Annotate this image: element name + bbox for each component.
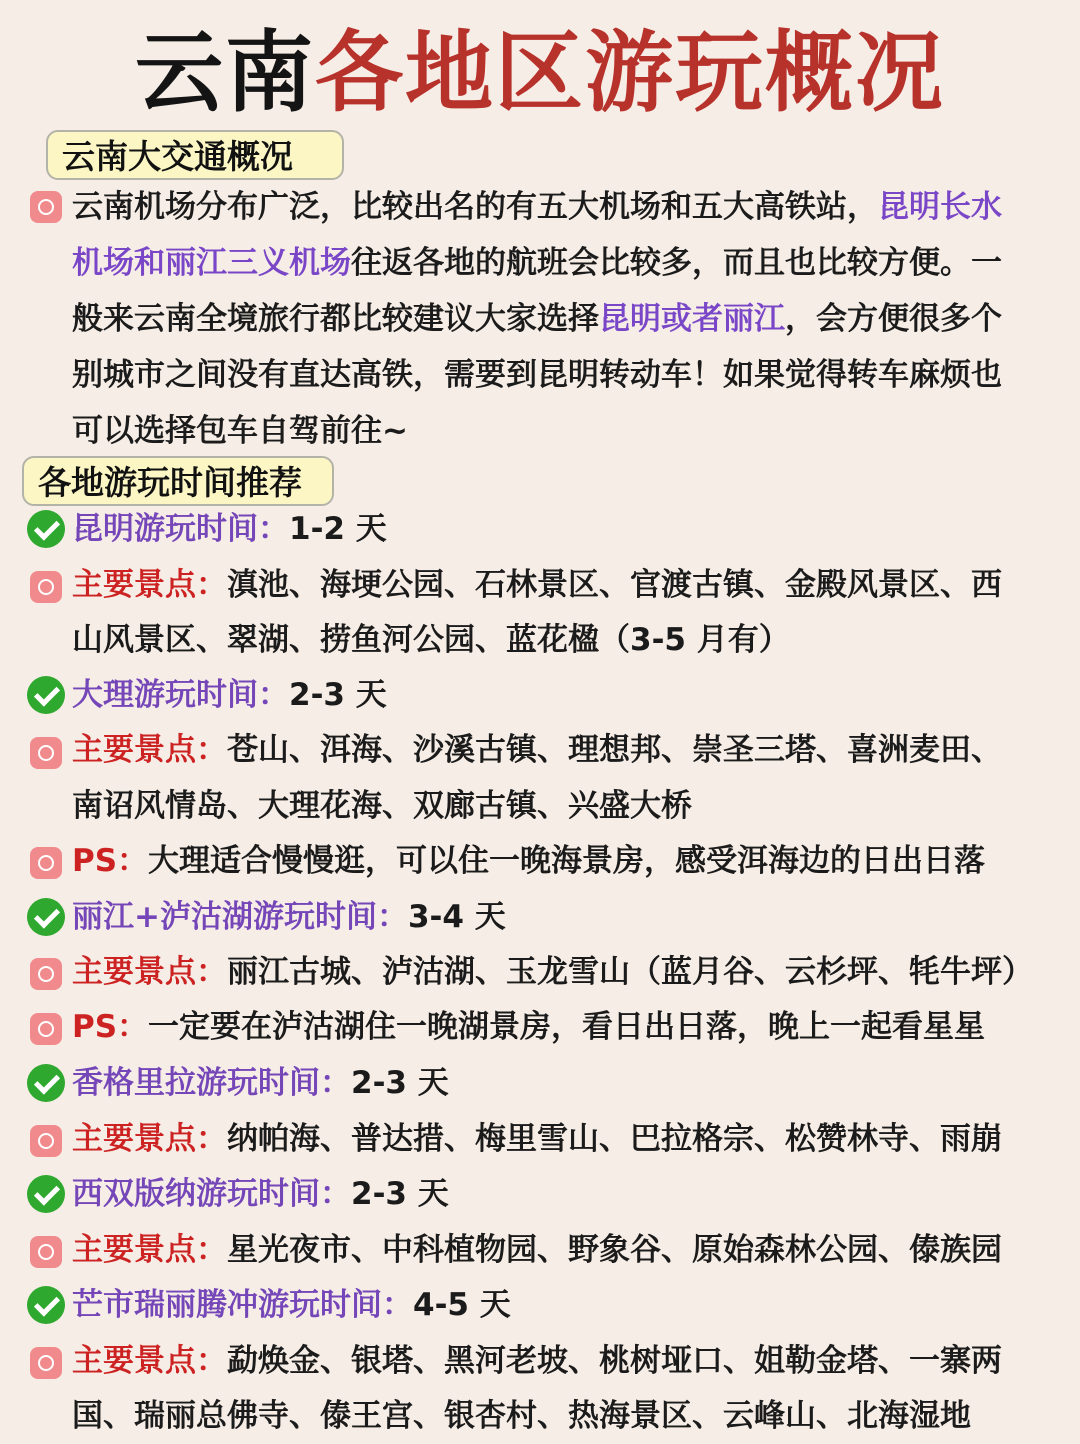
mangshi-time (72, 1277, 1062, 1333)
time-days: 4-5 天 (413, 1287, 511, 1323)
dali-sights-1 (72, 722, 1062, 778)
shangrila-time (72, 1055, 1062, 1111)
highlight-text: 昆明或者丽江 (599, 301, 785, 337)
sights-label: 主要景点： (72, 732, 227, 768)
sights-text: 勐焕金、银塔、黑河老坡、桃树垭口、姐勒金塔、一寨两 (227, 1343, 1002, 1379)
mangshi-sights-2: 国、瑞丽总佛寺、傣王宫、银杏村、热海景区、云峰山、北海湿地 (72, 1398, 971, 1434)
sights-label: 主要景点： (72, 954, 227, 990)
sights-label: 主要景点： (72, 1232, 227, 1268)
mangshi-sights-1 (72, 1333, 1062, 1389)
time-label: 昆明游玩时间： (72, 511, 289, 547)
sights-text: 丽江古城、泸沽湖、玉龙雪山（蓝月谷、云杉坪、牦牛坪） (227, 954, 1033, 990)
kunming-time (72, 501, 1062, 557)
kunming-sights-2: 山风景区、翠湖、捞鱼河公园、蓝花楹（3-5 月有） (72, 622, 790, 658)
time-days: 2-3 天 (289, 677, 387, 713)
highlight-text: 昆明长水 (878, 189, 1002, 225)
check-icon (27, 1064, 65, 1102)
time-label: 大理游玩时间： (72, 677, 289, 713)
sights-text: 苍山、洱海、沙溪古镇、理想邦、崇圣三塔、喜洲麦田、 (227, 732, 1002, 768)
traffic-line-5: 可以选择包车自驾前往~ (72, 413, 408, 449)
dali-time (72, 667, 1062, 723)
traffic-line-4: 别城市之间没有直达高铁，需要到昆明转动车！如果觉得转车麻烦也 (72, 357, 1002, 393)
title-part2: 各地区游玩概况 (315, 21, 946, 124)
lijiang-time (72, 889, 1062, 945)
camera-icon (30, 1013, 62, 1045)
traffic-line-2 (72, 235, 1062, 291)
traffic-line-1 (72, 179, 1062, 235)
shangrila-sights (72, 1111, 1062, 1167)
camera-icon (30, 847, 62, 879)
section-tag-time: 各地游玩时间推荐 (22, 456, 334, 506)
traffic-line-3 (72, 291, 1062, 347)
time-label: 香格里拉游玩时间： (72, 1065, 351, 1101)
dali-ps (72, 833, 1062, 889)
title-part1: 云南 (134, 21, 315, 124)
check-icon (27, 676, 65, 714)
xishuangbanna-time (72, 1166, 1062, 1222)
text: 般来云南全境旅行都比较建议大家选择 (72, 301, 599, 337)
sights-label: 主要景点： (72, 567, 227, 603)
section-tag-traffic: 云南大交通概况 (46, 130, 344, 180)
time-days: 2-3 天 (351, 1065, 449, 1101)
camera-icon (30, 1125, 62, 1157)
lijiang-sights (72, 944, 1062, 1000)
camera-icon (30, 191, 62, 223)
time-days: 2-3 天 (351, 1176, 449, 1212)
ps-label: PS： (72, 1009, 149, 1045)
sights-text: 纳帕海、普达措、梅里雪山、巴拉格宗、松赞林寺、雨崩 (227, 1121, 1002, 1157)
text: ，会方便很多个 (785, 301, 1002, 337)
camera-icon (30, 737, 62, 769)
time-days: 3-4 天 (407, 899, 506, 935)
text: 往返各地的航班会比较多，而且也比较方便。一 (351, 245, 1002, 281)
time-label: 西双版纳游玩时间： (72, 1176, 351, 1212)
camera-icon (30, 958, 62, 990)
sights-label: 主要景点： (72, 1343, 227, 1379)
time-days: 1-2 天 (289, 511, 387, 547)
sights-text: 滇池、海埂公园、石林景区、官渡古镇、金殿风景区、西 (227, 567, 1002, 603)
lijiang-ps (72, 999, 1062, 1055)
xishuangbanna-sights (72, 1222, 1062, 1278)
check-icon (27, 1175, 65, 1213)
camera-icon (30, 1347, 62, 1379)
time-label: 芒市瑞丽腾冲游玩时间： (72, 1287, 413, 1323)
camera-icon (30, 571, 62, 603)
ps-label: PS： (72, 843, 149, 879)
time-label: 丽江+泸沽湖游玩时间： (72, 899, 408, 935)
sights-text: 星光夜市、中科植物园、野象谷、原始森林公园、傣族园 (227, 1232, 1002, 1268)
page-title (0, 18, 1080, 128)
camera-icon (30, 1236, 62, 1268)
dali-sights-2: 南诏风情岛、大理花海、双廊古镇、兴盛大桥 (72, 788, 692, 824)
check-icon (27, 898, 65, 936)
kunming-sights-1 (72, 557, 1062, 613)
sights-label: 主要景点： (72, 1121, 227, 1157)
check-icon (27, 1286, 65, 1324)
ps-text: 一定要在泸沽湖住一晚湖景房，看日出日落，晚上一起看星星 (148, 1009, 986, 1045)
highlight-text: 机场和丽江三义机场 (72, 245, 351, 281)
ps-text: 大理适合慢慢逛，可以住一晚海景房，感受洱海边的日出日落 (148, 843, 986, 879)
check-icon (27, 510, 65, 548)
text: 云南机场分布广泛，比较出名的有五大机场和五大高铁站， (72, 189, 878, 225)
